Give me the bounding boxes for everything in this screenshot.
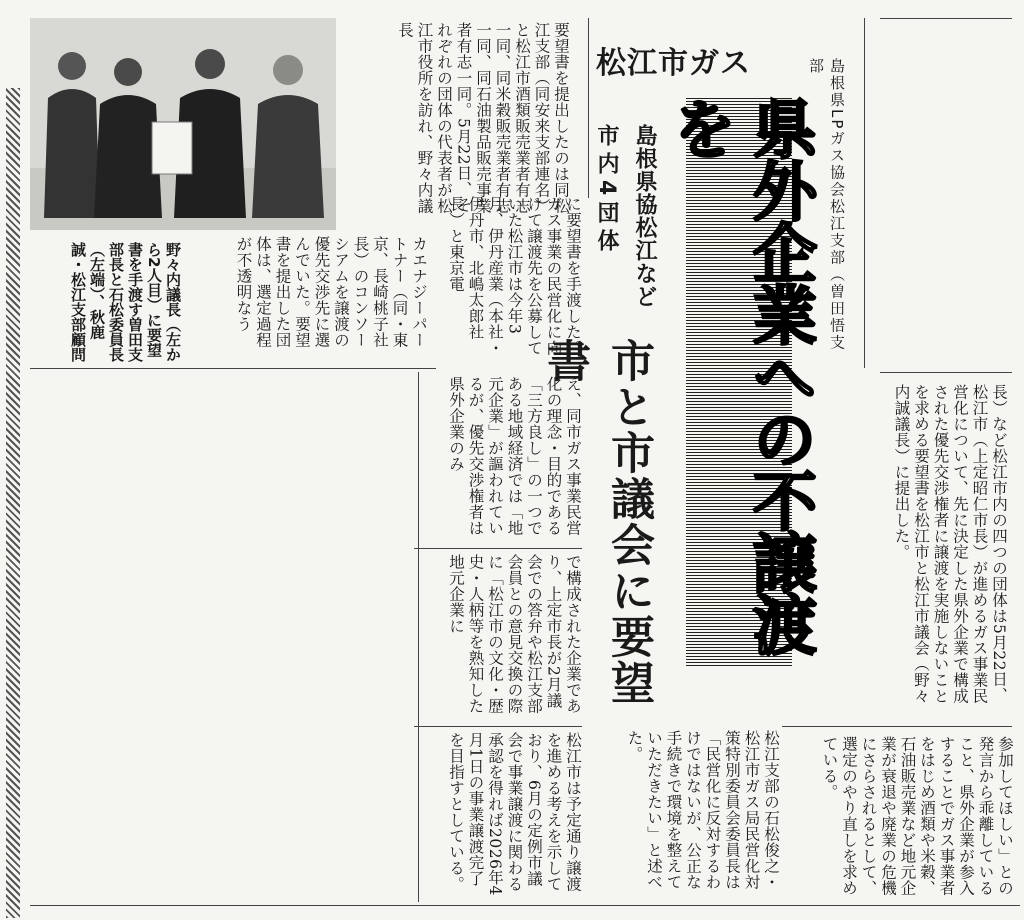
- rule-mid-body: [414, 548, 582, 549]
- body-column-a: 要望書を提出したのは同松江支部（同安来支部連名）と松江市酒類販売業者有志一同、同米穀販売業者有志一同、同石油製品販売事業者有志一同。5月22日、それぞれの団体の代表者が松江市役所を訪れ、野々内議長: [396, 22, 570, 214]
- rule-top-right: [880, 18, 1012, 19]
- kicker-heading: 松江市ガス: [596, 46, 751, 81]
- left-margin-hatching: [6, 88, 20, 918]
- rule-lead-bottom: [782, 726, 1012, 727]
- body-column-e: で構成された企業であり、上定市長が2月議会での答弁や松江支部会員との意見交換の際に「松江市の文化・歴史・人柄等を熟知した地元企業に: [447, 554, 582, 714]
- rule-lower-body: [414, 726, 582, 727]
- rule-under-photo: [30, 368, 436, 369]
- body-column-c: カエナジーパートナー（同・東京、長崎桃子社長）のコンソーシアムを譲渡の優先交渉先に選んでいた。要望書を提出した団体は、選定過程が不透明なう: [234, 236, 428, 348]
- body-column-f: 参加してほしい」との発言から乖離していること、県外企業が参入することでガス事業者をはじめ酒類や米穀、石油販売業など地元企業が衰退や廃業の危機にさらされるとして、選定のやり直しを求めている。: [820, 736, 1014, 896]
- main-title-block: [662, 96, 816, 666]
- photo-handing-request: [30, 18, 336, 230]
- rule-lead-top: [880, 372, 1012, 373]
- rule-head-left: [588, 18, 589, 198]
- subhead-four-groups: 市内4団体: [594, 124, 619, 258]
- rule-byline-left: [864, 18, 865, 368]
- rule-body-left: [418, 372, 419, 902]
- body-column-b: に要望書を手渡した。ガス事業の民営化に向けて譲渡先を公募していた松江市は今年3月、伊丹産業（本社・伊丹市、北嶋太郎社長）と東京電: [447, 196, 582, 356]
- byline: 島根県LPガス協会松江支部（曽田悟支部: [807, 58, 846, 352]
- lead-paragraph: 長）など松江市内の四つの団体は5月22日、松江市（上定昭仁市長）が進めるガス事業民営化について、先に決定した県外企業で構成された優先交渉権者に譲渡を実施しないことを求める要望書を松江市と松江市議会（野々内誠議長）に提出した。: [892, 384, 1008, 704]
- headline-request: 市と市議会に要望書: [539, 338, 654, 706]
- body-column-g: 松江支部の石松俊之・松江市ガス局民営化対策特別委員会委員長は「民営化に反対するわけではないが、公正な手続きで環境を整えていただきたい」と述べた。: [625, 730, 780, 890]
- body-column-d: え、同市ガス事業民営化の理念・目的である「三方良し」の一つである地域経済では「地元企業」が謳われているが、優先交渉権者は県外企業のみ: [447, 376, 582, 536]
- main-title: 県外企業への不譲渡を: [662, 96, 816, 654]
- body-column-h: 松江市は予定通り譲渡を進める考えを示しており、6月の定例市議会で事業譲渡に関わる承認を得れば2026年4月1日の事業譲渡完了を目指すとしている。: [447, 732, 582, 896]
- subhead-organizations: 島根県協松江など: [632, 124, 657, 308]
- photo-caption: 野々内議長（左から2人目）に要望書を手渡す曽田支部長と石松委員長（左端）、秋鹿誠・松江支部顧問: [69, 242, 182, 362]
- photo-illustration: [30, 18, 336, 230]
- rule-bottom: [30, 905, 1020, 906]
